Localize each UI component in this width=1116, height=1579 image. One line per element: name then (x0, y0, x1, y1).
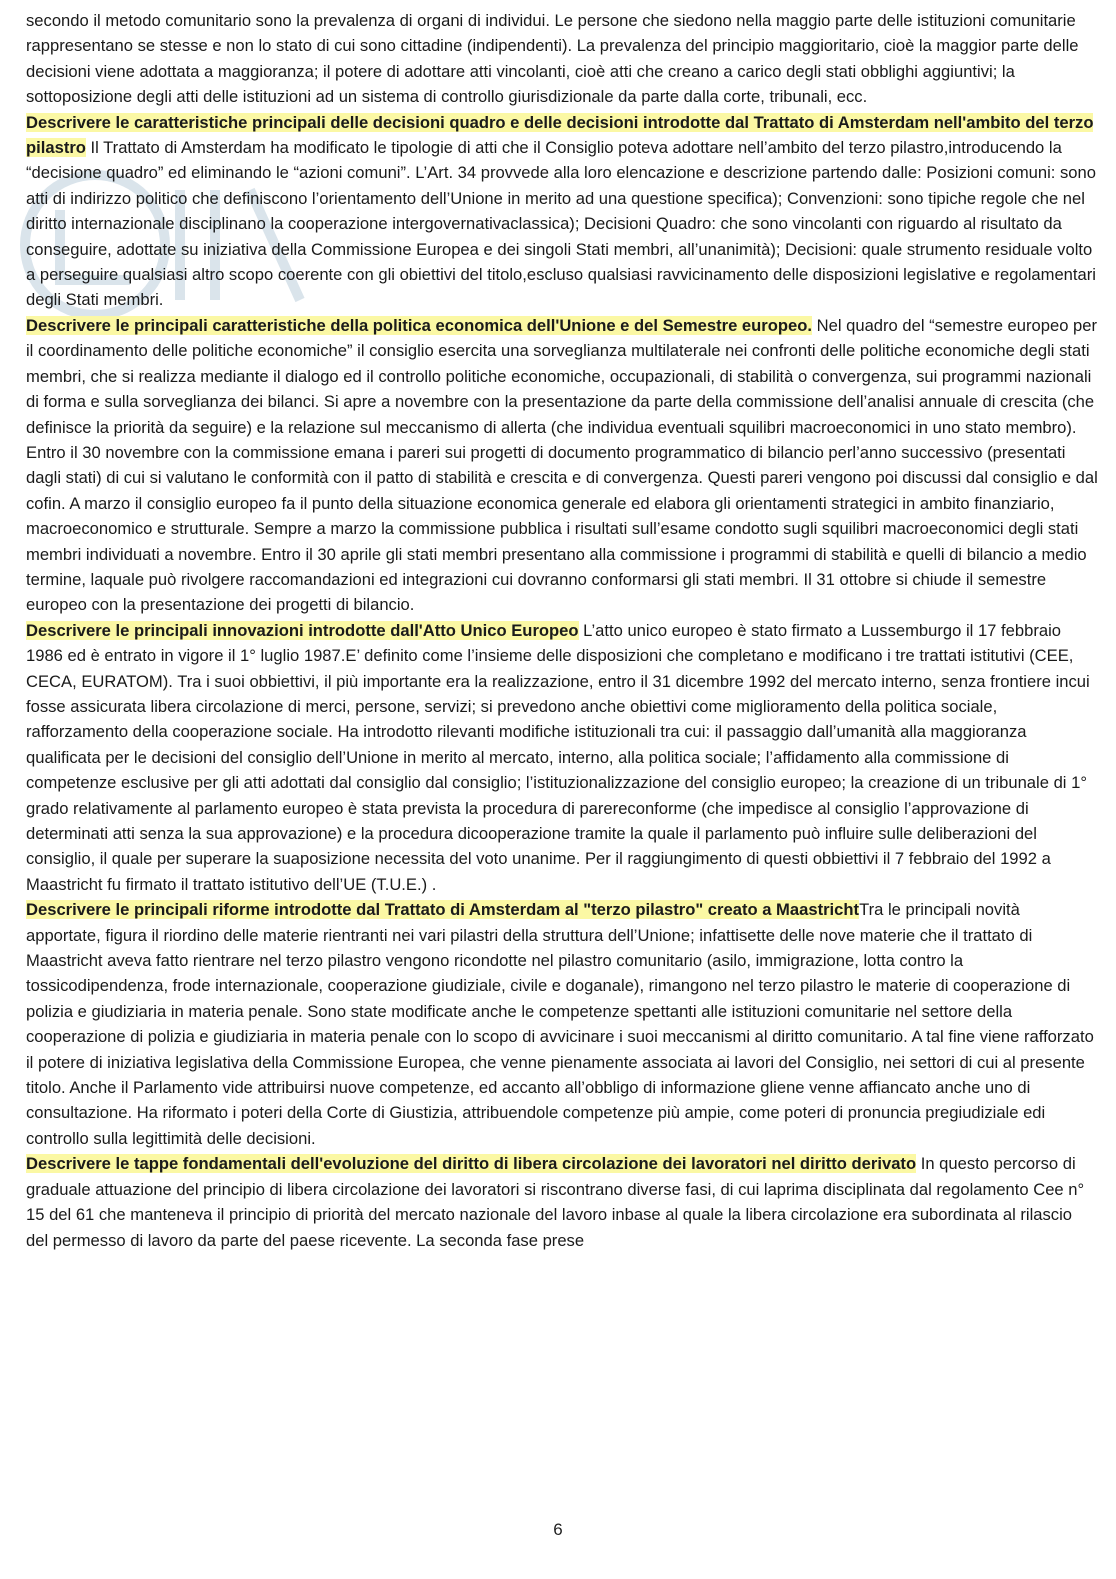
question-heading: Descrivere le tappe fondamentali dell'evoluzione del diritto di libera circolazione dei lavoratori nel diritto derivato (26, 1154, 917, 1174)
qa-section-2 (26, 313, 1098, 618)
document-body (26, 8, 1098, 1253)
qa-section-5 (26, 1151, 1098, 1253)
intro-paragraph: secondo il metodo comunitario sono la prevalenza di organi di individui. Le persone che siedono nella maggio parte delle istituzioni comunitarie rappresentano se stesse e non lo stato di cui sono cittadine (indipendenti). La prevalenza del principio maggioritario, cioè la maggior parte delle decisioni viene adottata a maggioranza; il potere di adottare atti vincolanti, cioè atti che creano a carico degli stati obblighi aggiuntivi; la sottoposizione degli atti delle istituzioni ad un sistema di controllo giurisdizionale da parte dalla corte, tribunali, ecc. (26, 11, 1079, 107)
answer-text: In questo percorso di graduale attuazione del principio di libera circolazione dei lavoratori si riscontrano diverse fasi, di cui laprima disciplinata dal regolamento Cee n° 15 del 61 che manteneva il principio di priorità del mercato nazionale del lavoro inbase al quale la libera circolazione era subordinata al rilascio del permesso di lavoro da parte del paese ricevente. La seconda fase prese (26, 1154, 1085, 1250)
question-heading: Descrivere le principali innovazioni introdotte dall'Atto Unico Europeo (26, 620, 579, 640)
question-heading: Descrivere le principali caratteristiche della politica economica dell'Unione e del Semestre europeo. (26, 315, 812, 335)
answer-text: Nel quadro del “semestre europeo per il coordinamento delle politiche economiche” il consiglio esercita una sorveglianza multilaterale nei confronti delle politiche economiche degli stati membri, che si realizza mediante il dialogo ed il controllo politiche economiche, occupazionali, di stabilità o convergenza, sui programmi nazionali di forma e sulla sorveglianza dei bilanci. Si apre a novembre con la presentazione da parte della commissione dell’analisi annuale di crescita (che definisce la priorità da seguire) e la relazione sul meccanismo di allerta (che individua eventuali squilibri macroeconomici in uno stato membro). Entro il 30 novembre con la commissione emana i pareri sui progetti di documento programmatico di bilancio perl’anno successivo (presentati dagli stati) di cui si valutano le conformità con il patto di stabilità e crescita e di convergenza. Questi pareri vengono poi discussi dal consiglio e dal cofin. A marzo il consiglio europeo fa il punto della situazione economica generale ed elabora gli orientamenti strategici in ambito finanziario, macroeconomico e strutturale. Sempre a marzo la commissione pubblica i risultati sull’esame condotto sugli squilibri macroeconomici degli stati membri individuati a novembre. Entro il 30 aprile gli stati membri presentano alla commissione i programmi di stabilità e quelli di bilancio a medio termine, laquale può rivolgere raccomandazioni ed integrazioni cui dovranno conformarsi gli stati membri. Il 31 ottobre si chiude il semestre europeo con la presentazione dei progetti di bilancio. (26, 315, 1098, 615)
qa-section-1 (26, 110, 1098, 313)
qa-section-3 (26, 618, 1098, 897)
qa-section-4 (26, 897, 1098, 1151)
answer-text: Il Trattato di Amsterdam ha modificato le tipologie di atti che il Consiglio poteva adottare nell’ambito del terzo pilastro,introducendo la “decisione quadro” ed eliminando le “azioni comuni”. L’Art. 34 provvede alla loro elencazione e descrizione partendo dalle: Posizioni comuni: sono atti di indirizzo politico che definiscono l’orientamento dell’Unione in merito ad una questione specifica); Convenzioni: sono tipiche regole che nel diritto internazionale disciplinano la cooperazione intergovernativaclassica); Decisioni Quadro: che sono vincolanti con riguardo al risultato da conseguire, adottate su iniziativa della Commissione Europea e dei singoli Stati membri, all’unanimità); Decisioni: quale strumento residuale volto a perseguire qualsiasi altro scopo coerente con gli obiettivi del titolo,escluso qualsiasi ravvicinamento delle disposizioni legislative e regolamentari degli Stati membri. (26, 138, 1096, 310)
answer-text: L’atto unico europeo è stato firmato a Lussemburgo il 17 febbraio 1986 ed è entrato in vigore il 1° luglio 1987.E’ definito come l’insieme delle disposizioni che completano e modificano i tre trattati istitutivi (CEE, CECA, EURATOM). Tra i suoi obbiettivi, il più importante era la realizzazione, entro il 31 dicembre 1992 del mercato interno, senza frontiere incui fosse assicurata libera circolazione di merci, persone, servizi; si prevedono anche obiettivi come miglioramento della politica sociale, rafforzamento della cooperazione sociale. Ha introdotto rilevanti modifiche istituzionali tra cui: il passaggio dall’umanità alla maggioranza qualificata per le decisioni del consiglio dell’Unione in merito al mercato, interno, alla politica sociale; l’affidamento alla commissione di competenze esclusive per gli atti adottati dal consiglio dal consiglio; l’istituzionalizzazione del consiglio europeo; la creazione di un tribunale di 1° grado relativamente al parlamento europeo è stata prevista la procedura di parereconforme (che impedisce al consiglio l’approvazione di determinati atti senza la sua approvazione) e la procedura dicooperazione tramite la quale il parlamento può influire sulle deliberazioni del consiglio, il quale per superare la suaposizione necessita del voto unanime. Per il raggiungimento di questi obbiettivi il 7 febbraio del 1992 a Maastricht fu firmato il trattato istitutivo dell’UE (T.U.E.) . (26, 620, 1090, 894)
answer-text: Tra le principali novità apportate, figura il riordino delle materie rientranti nei vari pilastri della struttura dell’Unione; infattisette delle nove materie che il trattato di Maastricht aveva fatto rientrare nel terzo pilastro vengono ricondotte nel pilastro comunitario (asilo, immigrazione, lotta contro la tossicodipendenza, frode internazionale, cooperazione giudiziale, civile e doganale), rimangono nel terzo pilastro le materie di cooperazione di polizia e giudiziaria in materia penale. Sono state modificate anche le competenze spettanti alle istituzioni comunitarie nel settore della cooperazione di polizia e giudiziaria in materia penale con lo scopo di avvicinare i suoi meccanismi al diritto comunitario. A tal fine viene rafforzato il potere di iniziativa legislativa della Commissione Europea, che venne pienamente associata ai lavori del Consiglio, nei settori di cui al presente titolo. Anche il Parlamento vide attribuirsi nuove competenze, ed accanto all’obbligo di informazione gliene venne affiancato anche uno di consultazione. Ha riformato i poteri della Corte di Giustizia, attribuendole competenze più ampie, come poteri di pronuncia pregiudiziale edi controllo sulla legittimità delle decisioni. (26, 900, 1094, 1148)
page-number: 6 (553, 1520, 563, 1539)
question-heading: Descrivere le caratteristiche principali delle decisioni quadro e delle decisioni introdotte dal Trattato di Amsterdam nell'ambito del terzo pilastro (26, 112, 1094, 158)
question-heading: Descrivere le principali riforme introdotte dal Trattato di Amsterdam al "terzo pilastro" creato a Maastricht (26, 900, 860, 920)
